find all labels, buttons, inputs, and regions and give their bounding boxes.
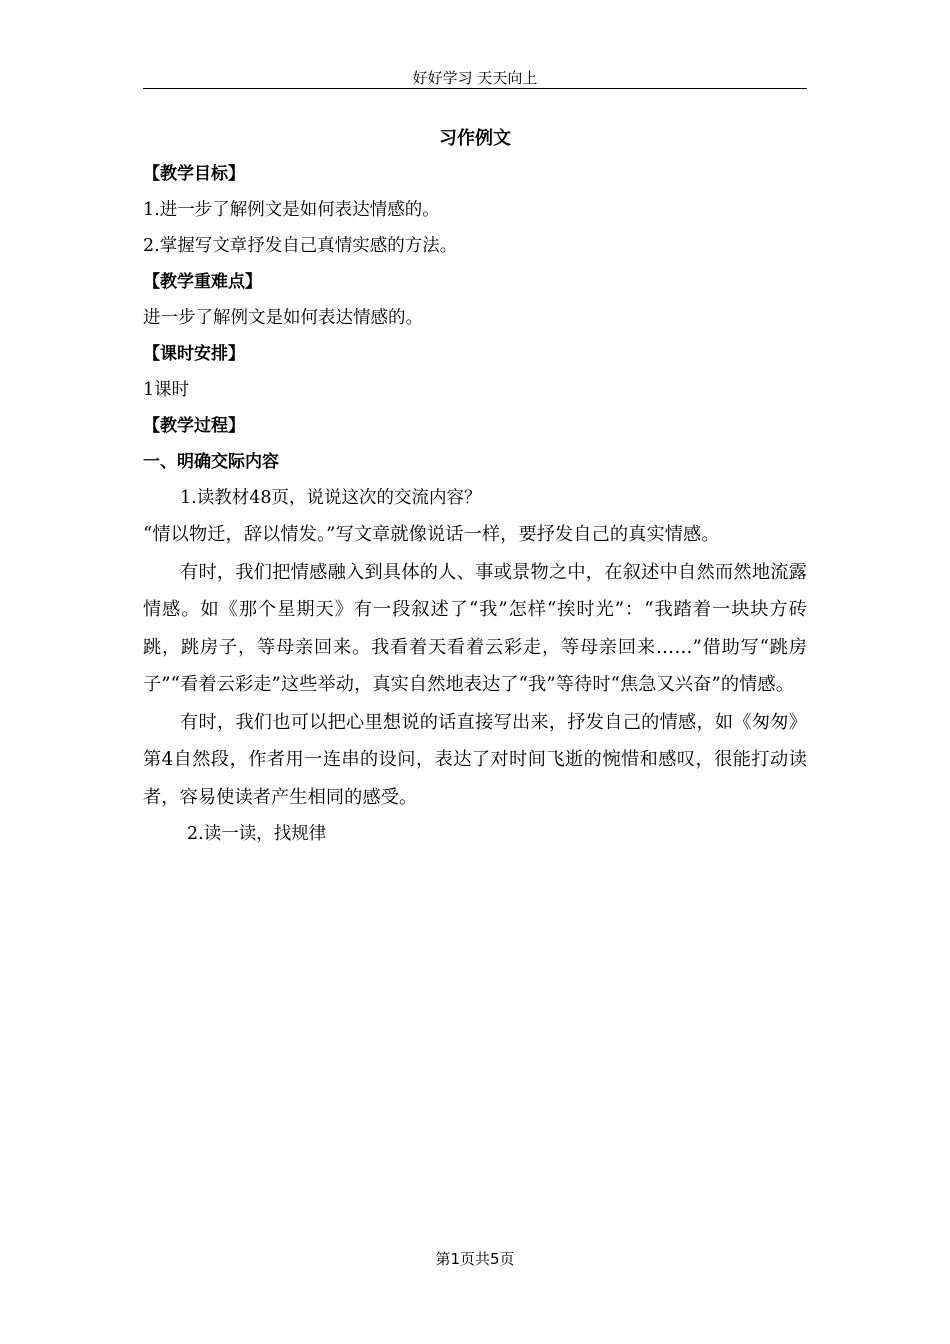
- key-points-heading: 【教学重难点】: [143, 272, 262, 292]
- step-2-text: 2.读一读，找规律: [187, 824, 327, 844]
- schedule-text: 1课时: [143, 380, 190, 400]
- page-header: 好好学习 天天向上: [412, 69, 538, 87]
- paragraph-3: 有时，我们也可以把心里想说的话直接写出来，抒发自己的情感，如《匆匆》第4自然段，作者用一连串的设问，表达了对时间飞逝的惋惜和感叹，很能打动读者，容易使读者产生相同的感受。: [143, 711, 807, 808]
- step-1-text: 1.读教材48页，说说这次的交流内容？: [180, 488, 482, 508]
- goal-item-2: 2.掌握写文章抒发自己真情实感的方法。: [143, 236, 458, 256]
- document-body: [143, 122, 807, 852]
- document-title: 习作例文: [439, 128, 511, 149]
- goals-heading: 【教学目标】: [143, 164, 245, 184]
- part-one-heading: 一、明确交际内容: [143, 452, 279, 472]
- paragraph-2: 有时，我们把情感融入到具体的人、事或景物之中，在叙述中自然而然地流露情感。如《那个星期天》有一段叙述了“我”怎样“挨时光”：“我踏着一块块方砖跳，跳房子，等母亲回来。我看着天看着云彩走，等母亲回来……”借助写“跳房子”“看着云彩走”这些举动，真实自然地表达了“我”等待时“焦急又兴奋”的情感。: [143, 561, 807, 695]
- goal-item-1: 1.进一步了解例文是如何表达情感的。: [143, 200, 440, 220]
- schedule-heading: 【课时安排】: [143, 344, 245, 364]
- process-heading: 【教学过程】: [143, 416, 245, 436]
- header-divider: [143, 88, 807, 89]
- page-footer: 第1页共5页: [435, 1250, 515, 1268]
- key-points-text: 进一步了解例文是如何表达情感的。: [143, 308, 423, 328]
- paragraph-1: “情以物迁，辞以情发。”写文章就像说话一样，要抒发自己的真实情感。: [143, 524, 720, 545]
